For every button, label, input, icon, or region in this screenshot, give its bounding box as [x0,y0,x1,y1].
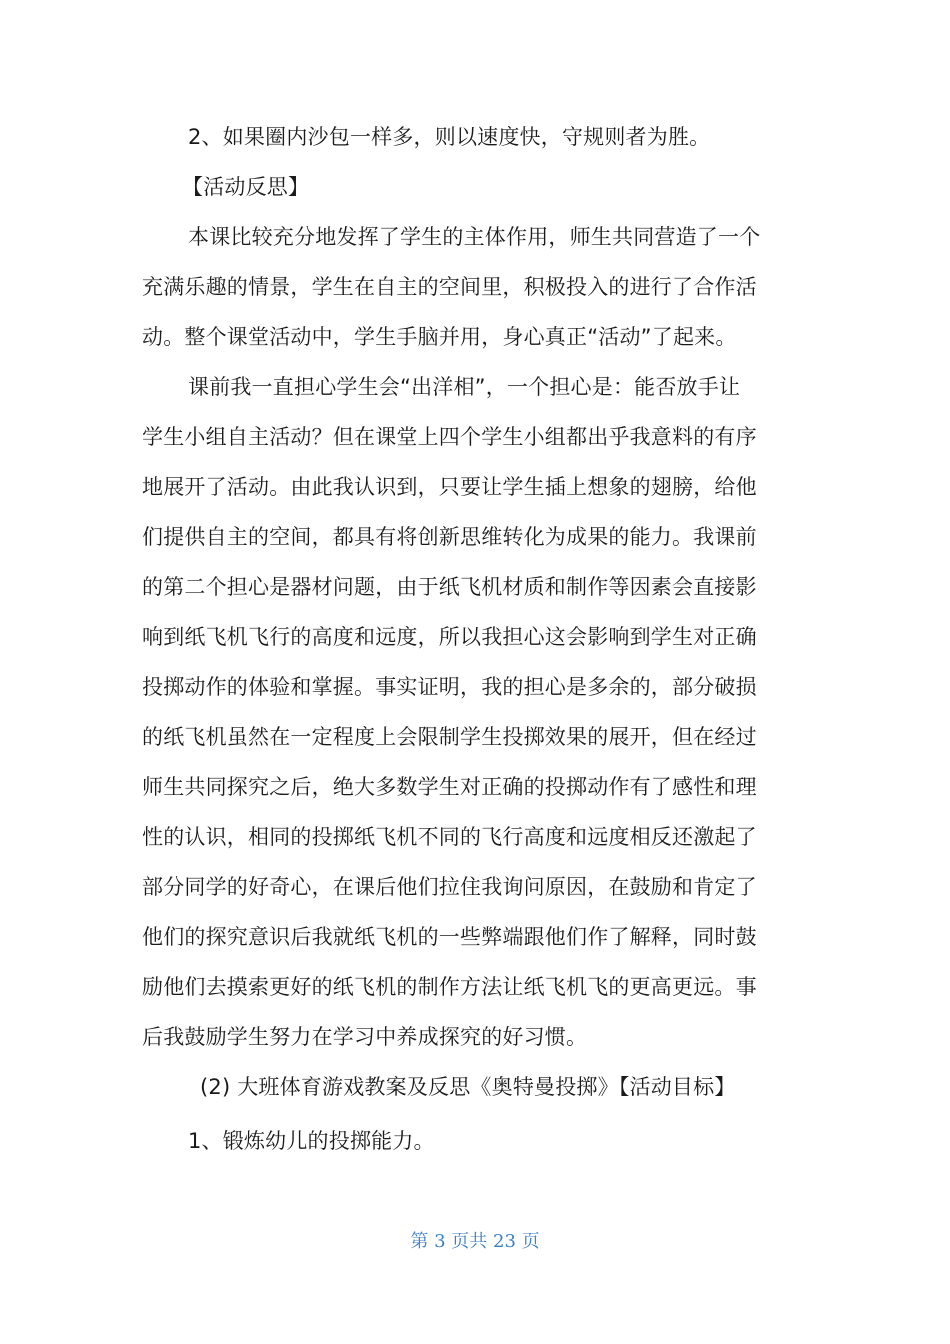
paragraph-line: 他们的探究意识后我就纸飞机的一些弊端跟他们作了解释，同时鼓 [142,925,757,949]
rule-item-2: 2、如果圈内沙包一样多，则以速度快，守规则者为胜。 [188,125,711,149]
paragraph-line: 的第二个担心是器材问题，由于纸飞机材质和制作等因素会直接影 [142,575,757,599]
goal-item-1: 1、锻炼幼儿的投掷能力。 [188,1129,435,1153]
paragraph-line: 本课比较充分地发挥了学生的主体作用，师生共同营造了一个 [188,225,761,249]
paragraph-line: 性的认识，相同的投掷纸飞机不同的飞行高度和远度相反还激起了 [142,825,757,849]
paragraph-line: 师生共同探究之后，绝大多数学生对正确的投掷动作有了感性和理 [142,775,757,799]
paragraph-line: 动。整个课堂活动中，学生手脑并用，身心真正“活动”了起来。 [142,325,737,349]
paragraph-line: 地展开了活动。由此我认识到，只要让学生插上想象的翅膀，给他 [142,475,757,499]
section-heading-lesson-2: (2) 大班体育游戏教案及反思《奥特曼投掷》【活动目标】 [200,1075,736,1099]
paragraph-line: 后我鼓励学生努力在学习中养成探究的好习惯。 [142,1025,588,1049]
paragraph-line: 响到纸飞机飞行的高度和远度，所以我担心这会影响到学生对正确 [142,625,757,649]
section-heading-reflection: 【活动反思】 [182,175,310,199]
page-number-footer: 第 3 页共 23 页 [410,1231,540,1252]
paragraph-line: 们提供自主的空间，都具有将创新思维转化为成果的能力。我课前 [142,525,757,549]
paragraph-line: 课前我一直担心学生会“出洋相”，一个担心是：能否放手让 [188,375,741,399]
paragraph-line: 的纸飞机虽然在一定程度上会限制学生投掷效果的展开，但在经过 [142,725,757,749]
paragraph-line: 充满乐趣的情景，学生在自主的空间里，积极投入的进行了合作活 [142,275,757,299]
paragraph-line: 励他们去摸索更好的纸飞机的制作方法让纸飞机飞的更高更远。事 [142,975,757,999]
paragraph-line: 学生小组自主活动？但在课堂上四个学生小组都出乎我意料的有序 [142,425,757,449]
paragraph-line: 投掷动作的体验和掌握。事实证明，我的担心是多余的，部分破损 [142,675,757,699]
paragraph-line: 部分同学的好奇心，在课后他们拉住我询问原因，在鼓励和肯定了 [142,875,757,899]
